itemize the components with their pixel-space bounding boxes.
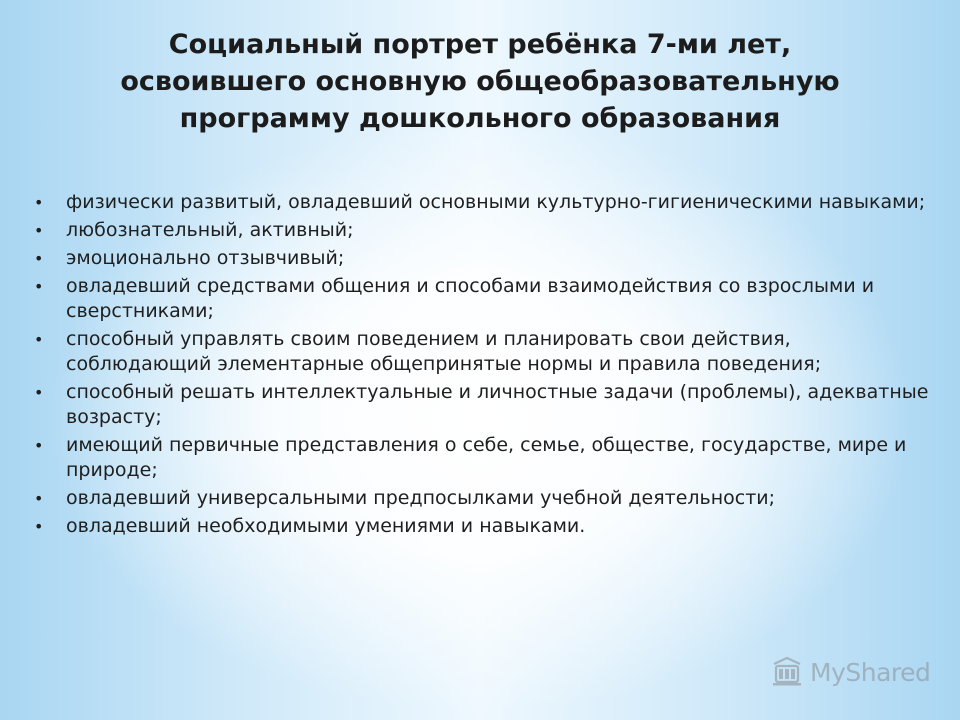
bullet-item-2 [32, 218, 932, 243]
bullet-text: способный решать интеллектуальные и личностные задачи (проблемы), адекватные возрасту; [66, 381, 929, 428]
bullet-list [32, 190, 932, 542]
bullet-item-4 [32, 274, 932, 324]
bullet-marker: • [34, 249, 44, 268]
bullet-marker: • [34, 193, 44, 212]
bullet-marker: • [34, 489, 44, 508]
bullet-text: способный управлять своим поведением и планировать свои действия, соблюдающий элементарные общепринятые нормы и правила поведения; [66, 328, 822, 375]
myshared-logo-icon [770, 655, 804, 689]
bullet-item-3 [32, 246, 932, 271]
bullet-item-5 [32, 327, 932, 377]
slide-title [60, 26, 900, 137]
bullet-marker: • [34, 330, 44, 349]
slide-title-line-1: Социальный портрет ребёнка 7-ми лет, [168, 29, 792, 60]
bullet-text: физически развитый, овладевший основными культурно-гигиеническими навыками; [66, 191, 926, 213]
watermark-text: MyShared [810, 657, 931, 687]
bullet-text: овладевший универсальными предпосылками учебной деятельности; [66, 487, 776, 509]
bullet-marker: • [34, 221, 44, 240]
bullet-item-6 [32, 380, 932, 430]
bullet-text: эмоционально отзывчивый; [66, 247, 345, 269]
bullet-item-9 [32, 514, 932, 539]
bullet-text: овладевший средствами общения и способами взаимодействия со взрослыми и сверстниками; [66, 275, 875, 322]
watermark [770, 652, 930, 692]
bullet-item-7 [32, 433, 932, 483]
bullet-marker: • [34, 517, 44, 536]
bullet-text: имеющий первичные представления о себе, семье, обществе, государстве, мире и природе; [66, 434, 907, 481]
bullet-text: овладевший необходимыми умениями и навыками. [66, 515, 586, 537]
bullet-marker: • [34, 436, 44, 455]
bullet-marker: • [34, 383, 44, 402]
slide-title-line-2: освоившего основную общеобразовательную [120, 66, 840, 97]
slide-title-line-3: программу дошкольного образования [179, 103, 781, 134]
bullet-text: любознательный, активный; [66, 219, 354, 241]
bullet-item-8 [32, 486, 932, 511]
bullet-item-1 [32, 190, 932, 215]
bullet-marker: • [34, 277, 44, 296]
